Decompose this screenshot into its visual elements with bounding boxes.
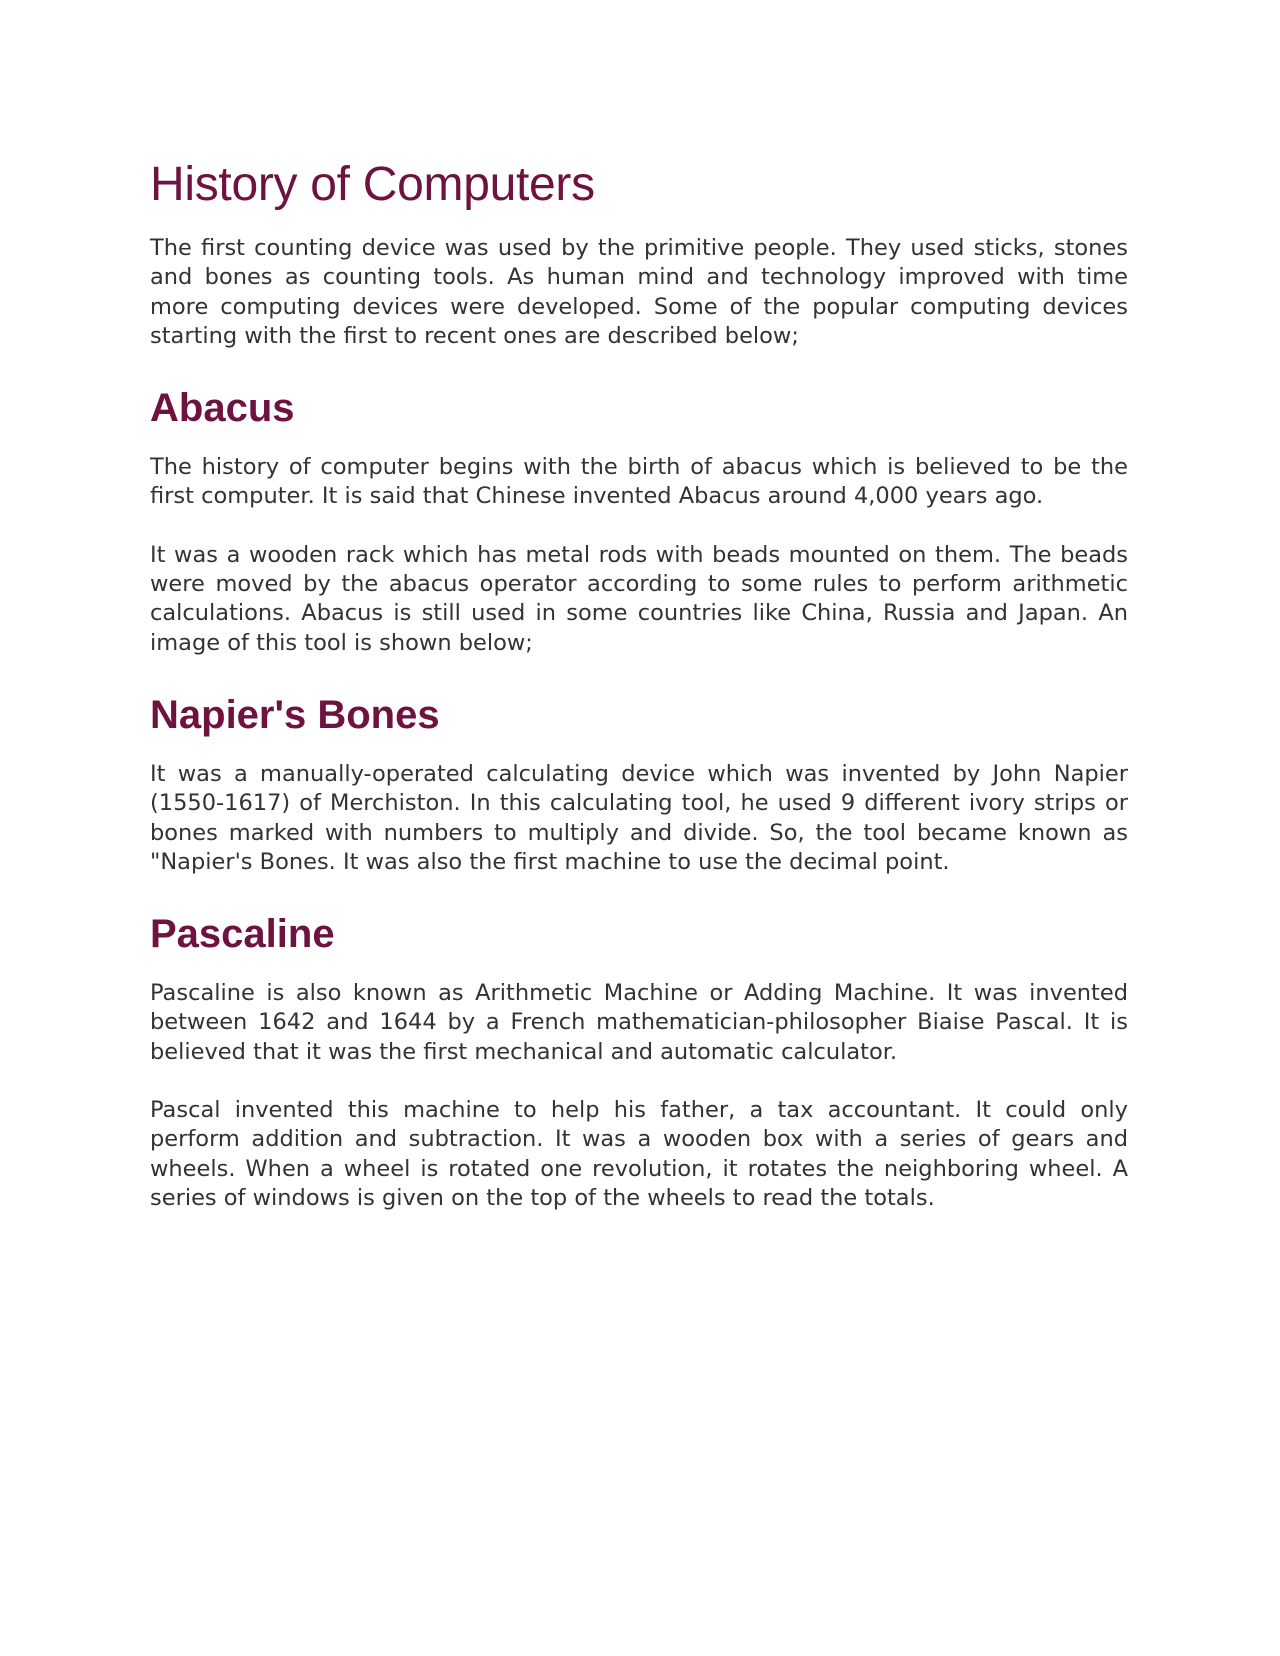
napiers-bones-paragraph-1: It was a manually-operated calculating device which was invented by John Napier (1550-1617) of Merchiston. In this calculating tool, he used 9 different ivory strips or bones marked with numbers to multiply and divide. So, the tool became known as "Napier's Bones. It was also the first machine to use the decimal point.: [150, 760, 1128, 875]
section-heading-abacus: Abacus: [150, 386, 295, 431]
abacus-paragraph-2: It was a wooden rack which has metal rods with beads mounted on them. The beads were moved by the abacus operator according to some rules to perform arithmetic calculations. Abacus is still used in some countries like China, Russia and Japan. An image of this tool is shown below;: [150, 541, 1128, 656]
document-title: History of Computers: [150, 158, 595, 211]
abacus-paragraph-1: The history of computer begins with the birth of abacus which is believed to be the first computer. It is said that Chinese invented Abacus around 4,000 years ago.: [150, 454, 1128, 510]
section-heading-pascaline: Pascaline: [150, 912, 335, 957]
pascaline-paragraph-1: Pascaline is also known as Arithmetic Machine or Adding Machine. It was invented between 1642 and 1644 by a French mathematician-philosopher Biaise Pascal. It is believed that it was the first mechanical and automatic calculator.: [150, 980, 1128, 1065]
pascaline-paragraph-2: Pascal invented this machine to help his father, a tax accountant. It could only perform addition and subtraction. It was a wooden box with a series of gears and wheels. When a wheel is rotated one revolution, it rotates the neighboring wheel. A series of windows is given on the top of the wheels to read the totals.: [150, 1097, 1128, 1211]
intro-paragraph: The first counting device was used by the primitive people. They used sticks, stones and bones as counting tools. As human mind and technology improved with time more computing devices were developed. Some of the popular computing devices starting with the first to recent ones are described below;: [150, 235, 1128, 349]
section-heading-napiers-bones: Napier's Bones: [150, 692, 440, 737]
document-page: [150, 152, 1128, 1213]
